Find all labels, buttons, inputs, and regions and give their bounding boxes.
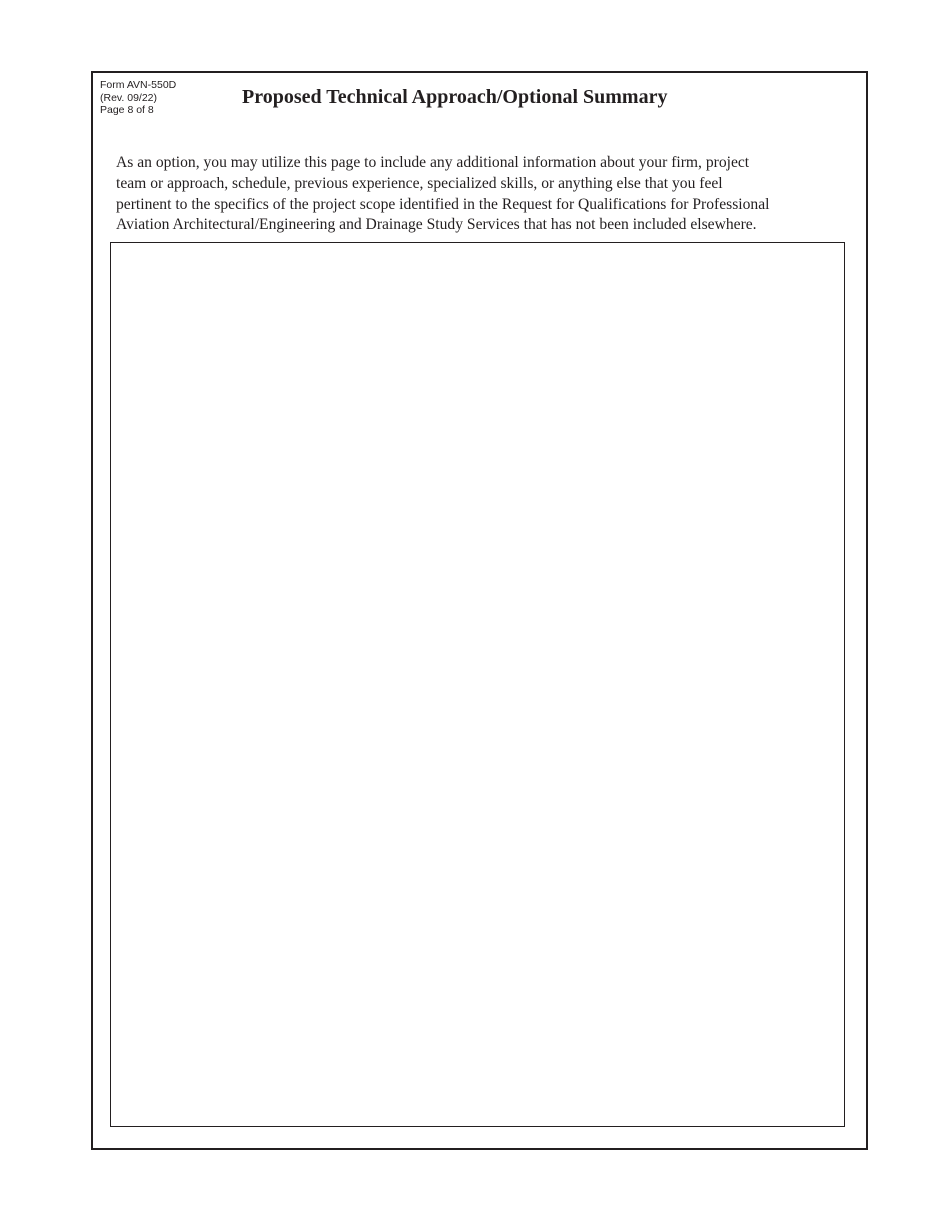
instructions-line: pertinent to the specifics of the project scope identified in the Request for Qualifications for Professional [116, 195, 770, 213]
instructions-line: Aviation Architectural/Engineering and Drainage Study Services that has not been included elsewhere. [116, 216, 757, 234]
form-number: Form AVN-550D [100, 79, 177, 91]
form-revision: (Rev. 09/22) [100, 91, 157, 104]
instructions-line: As an option, you may utilize this page to include any additional information about your firm, project [116, 154, 750, 171]
form-identifier [100, 79, 176, 117]
instructions-line: team or approach, schedule, previous experience, specialized skills, or anything else that you feel [116, 174, 723, 192]
summary-response-area[interactable] [110, 242, 845, 1127]
page-number: Page 8 of 8 [100, 104, 154, 116]
page-title: Proposed Technical Approach/Optional Summary [242, 86, 668, 108]
instructions-paragraph [116, 153, 846, 236]
